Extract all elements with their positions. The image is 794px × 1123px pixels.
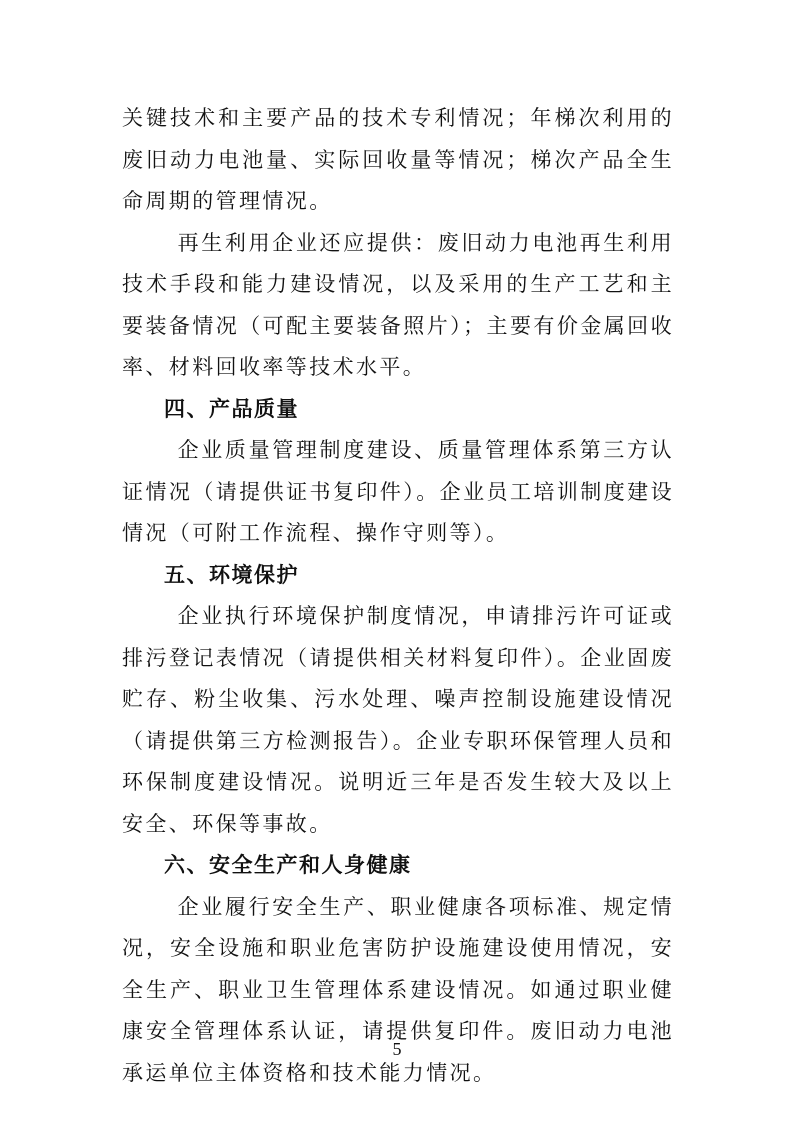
document-body xyxy=(122,98,674,1094)
section-heading-product-quality: 四、产品质量 xyxy=(164,396,299,421)
section-heading-safety-health: 六、安全生产和人身健康 xyxy=(164,853,412,877)
paragraph-patent-and-lifecycle: 关键技术和主要产品的技术专利情况；年梯次利用的废旧动力电池量、实际回收量等情况；梯次产品全生命周期的管理情况。 xyxy=(122,106,674,213)
paragraph-product-quality: 企业质量管理制度建设、质量管理体系第三方认证情况（请提供证书复印件）。企业员工培训制度建设情况（可附工作流程、操作守则等）。 xyxy=(122,438,674,545)
page-number: 5 xyxy=(392,1039,402,1059)
paragraph-safety-health: 企业履行安全生产、职业健康各项标准、规定情况，安全设施和职业危害防护设施建设使用情况，安全生产、职业卫生管理体系建设情况。如通过职业健康安全管理体系认证，请提供复印件。废旧动力电池承运单位主体资格和技术能力情况。 xyxy=(122,894,674,1085)
paragraph-environment: 企业执行环境保护制度情况，申请排污许可证或排污登记表情况（请提供相关材料复印件）。企业固废贮存、粉尘收集、污水处理、噪声控制设施建设情况（请提供第三方检测报告）。企业专职环保管理人员和环保制度建设情况。说明近三年是否发生较大及以上安全、环保等事故。 xyxy=(122,604,674,836)
paragraph-recycling-enterprise: 再生利用企业还应提供：废旧动力电池再生利用技术手段和能力建设情况，以及采用的生产工艺和主要装备情况（可配主要装备照片）；主要有价金属回收率、材料回收率等技术水平。 xyxy=(122,230,674,379)
section-heading-environment: 五、环境保护 xyxy=(164,562,299,587)
